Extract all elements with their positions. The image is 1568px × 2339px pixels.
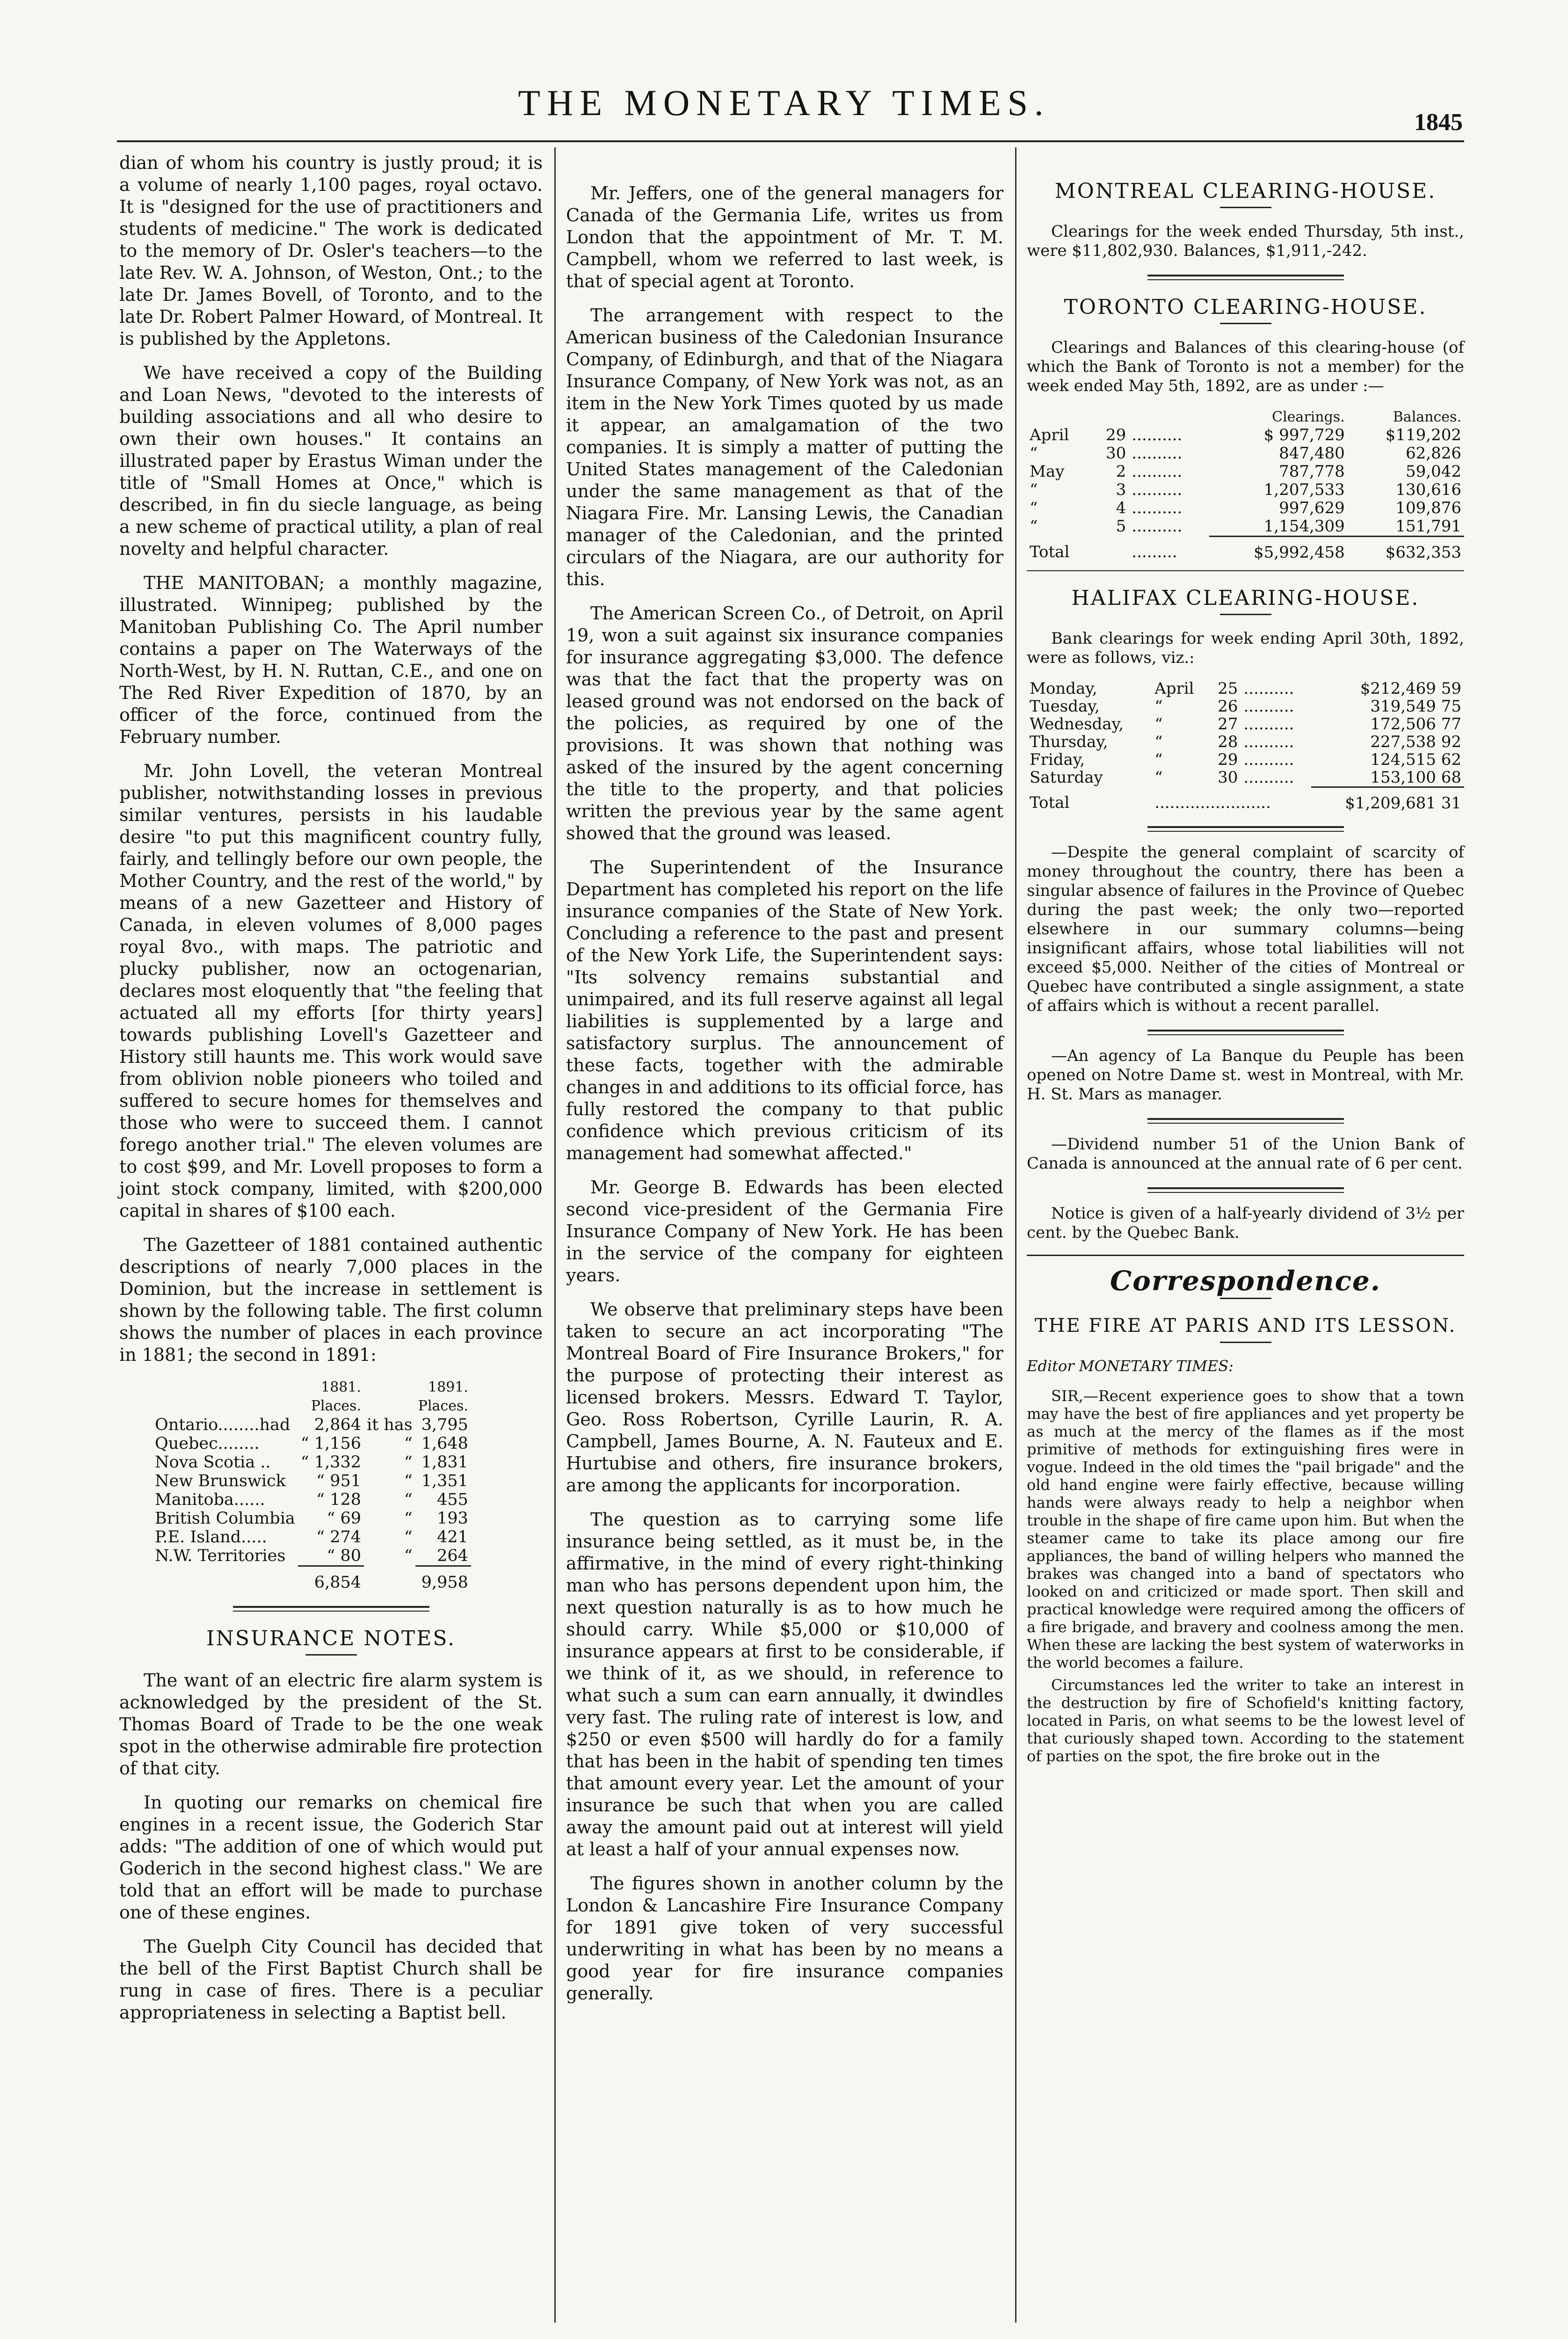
editor-salutation: Editor MONETARY TIMES: bbox=[1027, 1357, 1234, 1375]
table-row: Ontario........had 2,864 it has 3,795 bbox=[155, 1416, 468, 1434]
short-rule bbox=[1220, 614, 1271, 615]
section-rule bbox=[1027, 1255, 1464, 1256]
article-paragraph: The question as to carrying some life insurance being settled, as it must be, in the affirmative, in the mind of every right-thinking man who has persons dependent upon him, the next question naturally is as to how much he should carry. While $5,000 or $10,000 of insurance appears at first to be considerable, if we think of it, as we should, in reference to what such a sum can earn annually, it dwindles very fast. The ruling rate of interest is low, and $250 or even $500 will hardly do for a family that has been in the habit of spending ten times that amount every year. Let the amount of your insurance be such that when you are called away the amount paid out at interest will yield at least a half of your annual expenses now. bbox=[566, 1509, 1003, 1860]
places-table bbox=[152, 1378, 471, 1592]
section-rule bbox=[1147, 275, 1344, 280]
correspondence-heading: Correspondence. bbox=[1110, 1265, 1381, 1297]
article-paragraph: Notice is given of a half-yearly dividend of 3½ per cent. by the Quebec Bank. bbox=[1027, 1204, 1464, 1242]
table-row: Monday, April 25 .......... $212,469 59 bbox=[1030, 679, 1461, 698]
header-rule bbox=[117, 140, 1464, 142]
section-rule bbox=[233, 1606, 429, 1612]
article-paragraph: Bank clearings for week ending April 30th, 1892, were as follows, viz.: bbox=[1027, 629, 1464, 667]
table-header: 1881. Places. bbox=[311, 1379, 361, 1414]
section-rule bbox=[1147, 826, 1344, 832]
article-paragraph: Mr. Jeffers, one of the general managers for Canada of the Germania Life, writes us from London that the appointment of Mr. T. M. Campbell, whom we referred to last week, is that of special agent at Toronto. bbox=[566, 183, 1003, 291]
article-paragraph: —An agency of La Banque du Peuple has been opened on Notre Dame st. west in Montreal, with Mr. H. St. Mars as manager. bbox=[1027, 1046, 1464, 1104]
short-rule bbox=[1220, 207, 1271, 208]
article-paragraph: We have received a copy of the Building and Loan News, "devoted to the interests of building associations and all who desire to own their own houses." It contains an illustrated paper by Erastus Wiman under the title of "Small Homes at Once," which is described, in fin du siecle language, as being a new scheme of practical utility, a plan of real novelty and helpful character. bbox=[119, 363, 543, 559]
article-paragraph: THE MANITOBAN; a monthly magazine, illustrated. Winnipeg; published by the Manitoban Publishing Co. The April number contains a paper on The Waterways of the North-West, by H. N. Ruttan, C.E., and one on The Red River Expedition of 1870, by an officer of the force, continued from the February number. bbox=[119, 573, 543, 747]
article-paragraph: —Despite the general complaint of scarcity of money throughout the country, there has been a singular absence of failures in the Province of Quebec during the past week; the only two—reported elsewhere in our summary columns—being insignificant affairs, whose total liabilities will not exceed $5,000. Neither of the cities of Montreal or Quebec have contributed a single assignment, a state of affairs which is without a recent parallel. bbox=[1027, 843, 1464, 1015]
table-row: British Columbia “ 69 “ 193 bbox=[155, 1509, 468, 1528]
column-divider-1 bbox=[554, 147, 556, 2323]
table-row: Friday, “ 29 .......... 124,515 62 bbox=[1030, 750, 1461, 769]
table-row: April 29 .......... $ 997,729 $119,202 bbox=[1030, 426, 1461, 444]
insurance-notes-heading: INSURANCE NOTES. bbox=[206, 1627, 456, 1650]
toronto-clearing-table bbox=[1027, 408, 1464, 562]
article-paragraph: Circumstances led the writer to take an interest in the destruction by fire of Schofield's knitting factory, located in Paris, on what seems to be the lowest level of that curiously shaped town. According to the statement of parties on the spot, the fire broke out in the bbox=[1027, 1676, 1464, 1765]
short-rule bbox=[1220, 323, 1271, 324]
table-row: N.W. Territories “ 80 “ 264 bbox=[155, 1547, 468, 1565]
short-rule bbox=[305, 1654, 357, 1656]
article-paragraph: Clearings for the week ended Thursday, 5th inst., were $11,802,930. Balances, $1,911,-242. bbox=[1027, 222, 1464, 260]
column-divider-2 bbox=[1015, 147, 1016, 2323]
column-2 bbox=[566, 182, 1003, 2017]
table-total-row: 6,854 9,958 bbox=[152, 1566, 471, 1592]
table-row: “ 4 .......... 997,629 109,876 bbox=[1030, 499, 1461, 517]
table-total-row: Total ....................... $1,209,681 31 bbox=[1027, 787, 1464, 813]
column-1 bbox=[119, 152, 543, 2036]
article-paragraph: The arrangement with respect to the American business of the Caledonian Insurance Company, of Edinburgh, and that of the Niagara Insurance Company, of New York was not, as an item in the New York Times quoted by us made it appear, an amalgamation of the two companies. It is simply a matter of putting the United States management of the Caledonian under the same management as that of the Niagara Fire. Mr. Lansing Lewis, the Canadian manager of the Caledonian, and the printed circulars of the Niagara, are our authority for this. bbox=[566, 305, 1003, 589]
table-header: Clearings. bbox=[1272, 409, 1345, 425]
section-rule bbox=[1147, 1118, 1344, 1124]
article-paragraph: Clearings and Balances of this clearing-house (of which the Bank of Toronto is not a member) for the week ended May 5th, 1892, are as under :— bbox=[1027, 338, 1464, 395]
section-rule bbox=[1147, 1187, 1344, 1193]
section-rule bbox=[1147, 1030, 1344, 1035]
article-paragraph: The figures shown in another column by the London & Lancashire Fire Insurance Company for 1891 give token of very successful underwriting in what has been by no means a good year for fire insurance companies generally. bbox=[566, 1873, 1003, 2004]
fire-article-heading: THE FIRE AT PARIS AND ITS LESSON. bbox=[1034, 1315, 1457, 1337]
table-total-row: Total ......... $5,992,458 $632,353 bbox=[1027, 537, 1464, 562]
article-paragraph: The want of an electric fire alarm system is acknowledged by the president of the St. Thomas Board of Trade to be the one weak spot in the otherwise admirable fire protection of that city. bbox=[119, 1670, 543, 1779]
table-row: May 2 .......... 787,778 59,042 bbox=[1030, 462, 1461, 481]
table-row: Saturday “ 30 .......... 153,100 68 bbox=[1030, 768, 1461, 787]
short-rule bbox=[1220, 1342, 1271, 1343]
table-row: Tuesday, “ 26 .......... 319,549 75 bbox=[1030, 697, 1461, 716]
table-row: Wednesday, “ 27 .......... 172,506 77 bbox=[1030, 715, 1461, 734]
section-rule bbox=[1027, 570, 1464, 571]
table-header: Balances. bbox=[1393, 409, 1461, 425]
article-paragraph: —Dividend number 51 of the Union Bank of Canada is announced at the annual rate of 6 per cent. bbox=[1027, 1135, 1464, 1173]
halifax-clearing-table bbox=[1027, 680, 1464, 812]
column-3 bbox=[1027, 180, 1464, 1777]
table-row: New Brunswick “ 951 “ 1,351 bbox=[155, 1472, 468, 1490]
montreal-clearing-heading: MONTREAL CLEARING-HOUSE. bbox=[1054, 179, 1437, 203]
article-paragraph: The Gazetteer of 1881 contained authentic descriptions of nearly 7,000 places in the Dominion, but the increase in settlement is shown by the following table. The first column shows the number of places in each province in 1881; the second in 1891: bbox=[119, 1235, 543, 1365]
halifax-clearing-heading: HALIFAX CLEARING-HOUSE. bbox=[1071, 586, 1420, 610]
short-rule bbox=[1220, 1298, 1271, 1299]
table-header: 1891. Places. bbox=[418, 1379, 468, 1414]
article-paragraph: In quoting our remarks on chemical fire engines in a recent issue, the Goderich Star adds: "The addition of one of which would put Goderich in the second highest class." We are told that an effort will be made to purchase one of these engines. bbox=[119, 1792, 543, 1923]
toronto-clearing-heading: TORONTO CLEARING-HOUSE. bbox=[1064, 295, 1427, 319]
table-row: “ 3 .......... 1,207,533 130,616 bbox=[1030, 480, 1461, 499]
article-paragraph: Mr. George B. Edwards has been elected second vice-president of the Germania Fire Insurance Company of New York. He has been in the service of the company for eighteen years. bbox=[566, 1177, 1003, 1286]
article-paragraph: dian of whom his country is justly proud; it is a volume of nearly 1,100 pages, royal octavo. It is "designed for the use of practitioners and students of medicine." The work is dedicated to the memory of Dr. Osler's teachers—to the late Rev. W. A. Johnson, of Weston, Ont.; to the late Dr. James Bovell, of Toronto, and to the late Dr. Robert Palmer Howard, of Montreal. It is published by the Appletons. bbox=[119, 153, 543, 349]
table-row: Thursday, “ 28 .......... 227,538 92 bbox=[1030, 733, 1461, 751]
table-row: P.E. Island..... “ 274 “ 421 bbox=[155, 1528, 468, 1547]
table-row: “ 30 .......... 847,480 62,826 bbox=[1030, 444, 1461, 463]
table-row: Nova Scotia .. “ 1,332 “ 1,831 bbox=[155, 1453, 468, 1472]
page-number: 1845 bbox=[1414, 109, 1463, 136]
table-row: “ 5 .......... 1,154,309 151,791 bbox=[1030, 517, 1461, 536]
article-paragraph: Mr. John Lovell, the veteran Montreal publisher, notwithstanding losses in previous similar ventures, persists in his laudable desire "to put this magnificent country fully, fairly, and tellingly before our own people, the Mother Country, and the rest of the world," by means of a new Gazetteer and History of Canada, in eleven volumes of 8,000 pages royal 8vo., with maps. The patriotic and plucky publisher, now an octogenarian, declares most eloquently that "the feeling that actuated all my efforts [for thirty years] towards publishing Lovell's Gazetteer and History still haunts me. This work would save from oblivion noble pioneers who toiled and suffered to secure homes for themselves and those who were to succeed them. I cannot forego another trial." The eleven volumes are to cost $99, and Mr. Lovell proposes to form a joint stock company, limited, with $200,000 capital in shares of $100 each. bbox=[119, 761, 543, 1221]
table-row: Manitoba...... “ 128 “ 455 bbox=[155, 1490, 468, 1509]
article-paragraph: We observe that preliminary steps have been taken to secure an act incorporating "The Montreal Board of Fire Insurance Brokers," for the purpose of protecting their interest as licensed brokers. Messrs. Edward T. Taylor, Geo. Ross Robertson, Cyrille Laurin, R. A. Campbell, James Bourne, A. N. Fauteux and E. Hurtubise and others, fire insurance brokers, are among the applicants for incorporation. bbox=[566, 1299, 1003, 1496]
table-row: Quebec........ “ 1,156 “ 1,648 bbox=[155, 1434, 468, 1453]
article-paragraph: The Guelph City Council has decided that the bell of the First Baptist Church shall be rung in case of fires. There is a peculiar appropriateness in selecting a Baptist bell. bbox=[119, 1936, 543, 2023]
article-paragraph: The American Screen Co., of Detroit, on April 19, won a suit against six insurance companies for insurance aggregating $3,000. The defence was that the fact that the property was on leased ground was not endorsed on the back of the policies, as required by one of the provisions. It was shown that nothing was asked of the insured by the agent concerning the title to the property, and that policies written the previous year by the same agent showed that the ground was leased. bbox=[566, 603, 1003, 843]
article-paragraph: SIR,—Recent experience goes to show that a town may have the best of fire appliances and yet property be as much at the mercy of the flames as if the most primitive of methods for extinguishing fires were in vogue. Indeed in the old times the "pail brigade" and the old hand engine were fairly effective, because willing hands were always ready to help a neighbor when trouble in the shape of fire came upon him. But when the steamer came to take its place among our fire appliances, the band of willing helpers who manned the brakes was changed into a band of spectators who looked on and criticized or made sport. Then skill and practical knowledge were required among the officers of a fire brigade, and bravery and coolness among the men. When these are lacking the best system of waterworks in the world becomes a failure. bbox=[1027, 1387, 1464, 1671]
article-paragraph: The Superintendent of the Insurance Department has completed his report on the life insurance companies of the State of New York. Concluding a reference to the past and present of the New York Life, the Superintendent says: "Its solvency remains substantial and unimpaired, and its full reserve against all legal liabilities is supplemented by a large and satisfactory surplus. The announcement of these facts, together with the admirable changes in and additions to its official force, has fully restored the company to that public confidence which previous criticism of its management had somewhat affected." bbox=[566, 857, 1003, 1163]
page-title: THE MONETARY TIMES. bbox=[518, 82, 1050, 123]
